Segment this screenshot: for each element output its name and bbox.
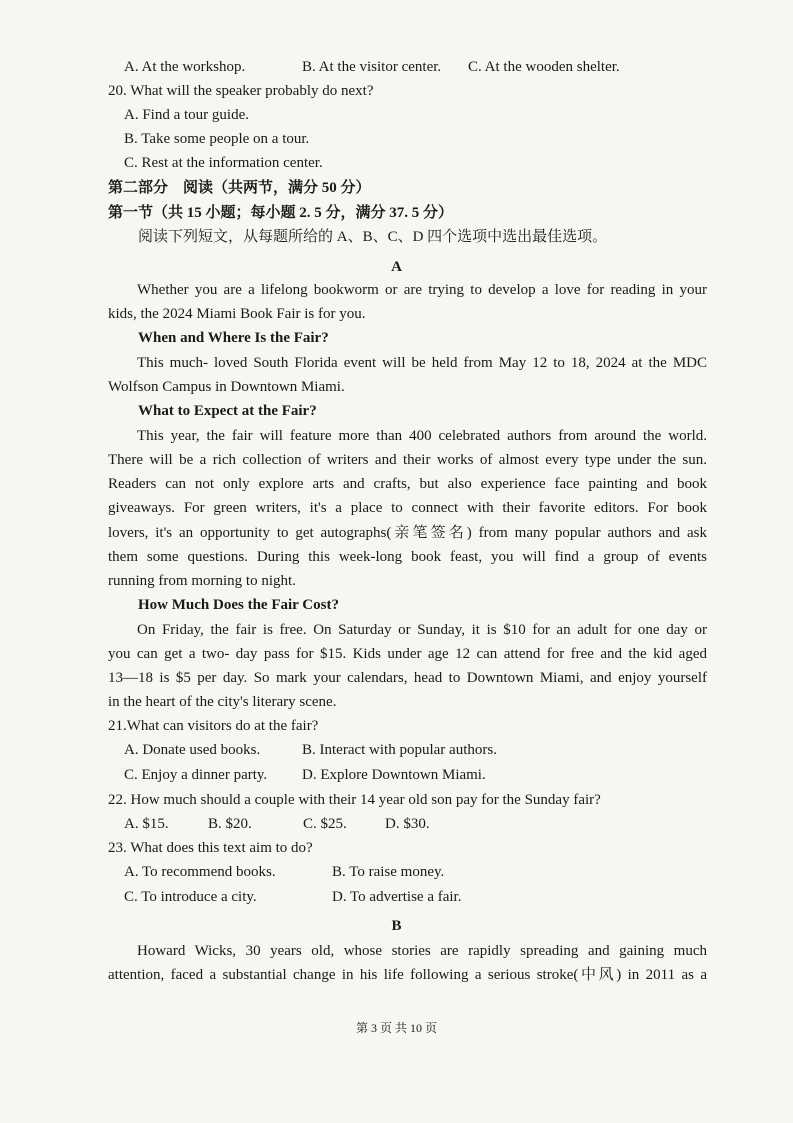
q23-option-b[interactable]: B. To raise money.	[332, 864, 445, 880]
section1-heading: 第一节（共 15 小题；每小题 2. 5 分，满分 37. 5 分）	[108, 205, 454, 221]
q23-option-a[interactable]: A. To recommend books.	[124, 864, 276, 880]
passage-a-p2-line-3: Readers can not only explore arts and crafts, but also experience face painting and book	[108, 476, 707, 492]
q19-option-a[interactable]: A. At the workshop.	[124, 59, 246, 75]
q23-question: 23. What does this text aim to do?	[108, 840, 313, 856]
passage-b-p1-line-2: attention, faced a substantial change in his life following a serious stroke(中风) in 2011 as a	[108, 967, 707, 983]
passage-b-p1-line-1: Howard Wicks, 30 years old, whose stories are rapidly spreading and gaining much	[137, 943, 707, 959]
q20-option-a[interactable]: A. Find a tour guide.	[124, 107, 249, 123]
q20-option-c[interactable]: C. Rest at the information center.	[124, 155, 323, 171]
q22-question: 22. How much should a couple with their 14 year old son pay for the Sunday fair?	[108, 792, 601, 808]
passage-a-p1-line-2: Wolfson Campus in Downtown Miami.	[108, 379, 345, 395]
instruction: 阅读下列短文，从每题所给的 A、B、C、D 四个选项中选出最佳选项。	[138, 229, 608, 245]
page-number-footer: 第 3 页 共 10 页	[355, 1021, 437, 1035]
passage-a-p2-line-1: This year, the fair will feature more than 400 celebrated authors from around the world.	[137, 428, 707, 444]
passage-a-intro-line-1: Whether you are a lifelong bookworm or are trying to develop a love for reading in your	[137, 282, 707, 298]
passage-a-p2-line-7: running from morning to night.	[108, 573, 296, 589]
passage-a-p3-line-2: you can get a two- day pass for $15. Kids under age 12 can attend for free and the kid aged	[108, 646, 707, 662]
q19-option-c[interactable]: C. At the wooden shelter.	[468, 59, 620, 75]
passage-a-p2-line-5: lovers, it's an opportunity to get autographs(亲笔签名) from many popular authors and ask	[108, 525, 707, 541]
passage-a-p3-line-1: On Friday, the fair is free. On Saturday or Sunday, it is $10 for an adult for one day or	[137, 622, 707, 638]
q22-option-b[interactable]: B. $20.	[208, 816, 252, 832]
q23-option-d[interactable]: D. To advertise a fair.	[332, 889, 462, 905]
q21-option-c[interactable]: C. Enjoy a dinner party.	[124, 767, 268, 783]
passage-a-label: A	[391, 259, 402, 275]
passage-a-heading-expect: What to Expect at the Fair?	[138, 403, 317, 419]
q21-question: 21.What can visitors do at the fair?	[108, 718, 319, 734]
passage-a-p2-line-2: There will be a rich collection of writers and their works of almost every type under the sun.	[108, 452, 707, 468]
q23-option-c[interactable]: C. To introduce a city.	[124, 889, 257, 905]
q21-option-a[interactable]: A. Donate used books.	[124, 742, 261, 758]
q19-option-b[interactable]: B. At the visitor center.	[302, 59, 442, 75]
passage-a-p2-line-6: them some questions. During this week-long book feast, you will find a group of events	[108, 549, 707, 565]
part2-heading: 第二部分 阅读（共两节，满分 50 分）	[108, 180, 371, 196]
passage-b-label: B	[391, 918, 402, 934]
passage-a-heading-when-where: When and Where Is the Fair?	[138, 330, 329, 346]
q21-option-d[interactable]: D. Explore Downtown Miami.	[302, 767, 486, 783]
passage-a-p1-line-1: This much- loved South Florida event will be held from May 12 to 18, 2024 at the MDC	[137, 355, 707, 371]
passage-a-heading-cost: How Much Does the Fair Cost?	[138, 597, 339, 613]
q21-option-b[interactable]: B. Interact with popular authors.	[302, 742, 497, 758]
q22-option-a[interactable]: A. $15.	[124, 816, 169, 832]
passage-a-p2-line-4: giveaways. For green writers, it's a place to connect with their favorite editors. For book	[108, 500, 707, 516]
q20-option-b[interactable]: B. Take some people on a tour.	[124, 131, 310, 147]
q20-question: 20. What will the speaker probably do next?	[108, 83, 374, 99]
q22-option-d[interactable]: D. $30.	[385, 816, 430, 832]
passage-a-intro-line-2: kids, the 2024 Miami Book Fair is for you.	[108, 306, 366, 322]
q22-option-c[interactable]: C. $25.	[303, 816, 347, 832]
passage-a-p3-line-3: 13—18 is $5 per day. So mark your calendars, head to Downtown Miami, and enjoy yourself	[108, 670, 707, 686]
passage-a-p3-line-4: in the heart of the city's literary scene.	[108, 694, 337, 710]
